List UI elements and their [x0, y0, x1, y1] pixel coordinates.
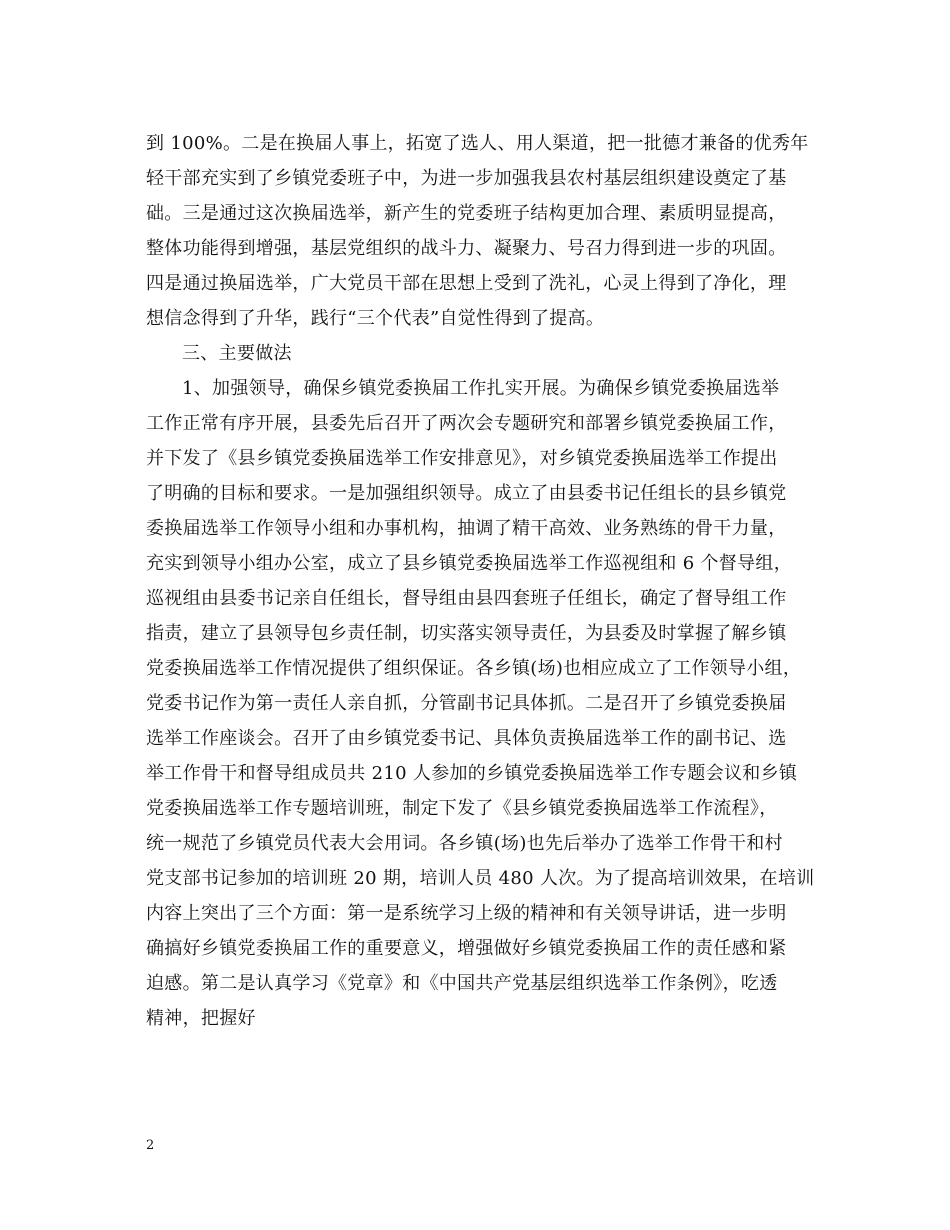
text-line: 整体功能得到增强，基层党组织的战斗力、凝聚力、号召力得到进一步的巩固。 [146, 238, 787, 259]
text-line: 党委书记作为第一责任人亲自抓，分管副书记具体抓。二是召开了乡镇党委换届 [146, 693, 787, 714]
text-line: 础。三是通过这次换届选举，新产生的党委班子结构更加合理、素质明显提高， [146, 203, 787, 224]
text-line: 想信念得到了升华，践行“三个代表”自觉性得到了提高。 [146, 308, 605, 329]
text-line: 四是通过换届选举，广大党员干部在思想上受到了洗礼，心灵上得到了净化，理 [146, 273, 787, 294]
paragraph-first-line: 1、加强领导，确保乡镇党委换届工作扎实开展。为确保乡镇党委换届选举 [182, 378, 780, 399]
page-number: 2 [146, 1138, 155, 1153]
text-line: 巡视组由县委书记亲自任组长，督导组由县四套班子任组长，确定了督导组工作 [146, 588, 787, 609]
text-line: 党支部书记参加的培训班 20 期，培训人员 480 人次。为了提高培训效果，在培训 [146, 868, 815, 889]
text-line: 精神，把握好 [146, 1008, 256, 1029]
text-line: 了明确的目标和要求。一是加强组织领导。成立了由县委书记任组长的县乡镇党 [146, 483, 787, 504]
text-line: 轻干部充实到了乡镇党委班子中，为进一步加强我县农村基层组织建设奠定了基 [146, 168, 787, 189]
text-line: 确搞好乡镇党委换届工作的重要意义，增强做好乡镇党委换届工作的责任感和紧 [146, 938, 787, 959]
text-line: 委换届选举工作领导小组和办事机构，抽调了精干高效、业务熟练的骨干力量， [146, 518, 787, 539]
text-line: 指责，建立了县领导包乡责任制，切实落实领导责任，为县委及时掌握了解乡镇 [146, 623, 787, 644]
text-line: 举工作骨干和督导组成员共 210 人参加的乡镇党委换届选举工作专题会议和乡镇 [146, 763, 798, 784]
text-line: 工作正常有序开展，县委先后召开了两次会专题研究和部署乡镇党委换届工作， [146, 413, 787, 434]
text-line: 党委换届选举工作情况提供了组织保证。各乡镇(场)也相应成立了工作领导小组， [146, 658, 802, 679]
text-line: 统一规范了乡镇党员代表大会用词。各乡镇(场)也先后举办了选举工作骨干和村 [146, 833, 783, 854]
text-line: 内容上突出了三个方面：第一是系统学习上级的精神和有关领导讲话，进一步明 [146, 903, 787, 924]
section-heading: 三、主要做法 [182, 343, 292, 364]
text-line: 迫感。第二是认真学习《党章》和《中国共产党基层组织选举工作条例》，吃透 [146, 973, 778, 994]
text-line: 到 100%。二是在换届人事上，拓宽了选人、用人渠道，把一批德才兼备的优秀年 [146, 133, 809, 154]
text-line: 充实到领导小组办公室，成立了县乡镇党委换届选举工作巡视组和 6 个督导组， [146, 553, 792, 574]
text-line: 选举工作座谈会。召开了由乡镇党委书记、具体负责换届选举工作的副书记、选 [146, 728, 787, 749]
text-line: 并下发了《县乡镇党委换届选举工作安排意见》，对乡镇党委换届选举工作提出 [146, 448, 778, 469]
text-line: 党委换届选举工作专题培训班，制定下发了《县乡镇党委换届选举工作流程》， [146, 798, 778, 819]
